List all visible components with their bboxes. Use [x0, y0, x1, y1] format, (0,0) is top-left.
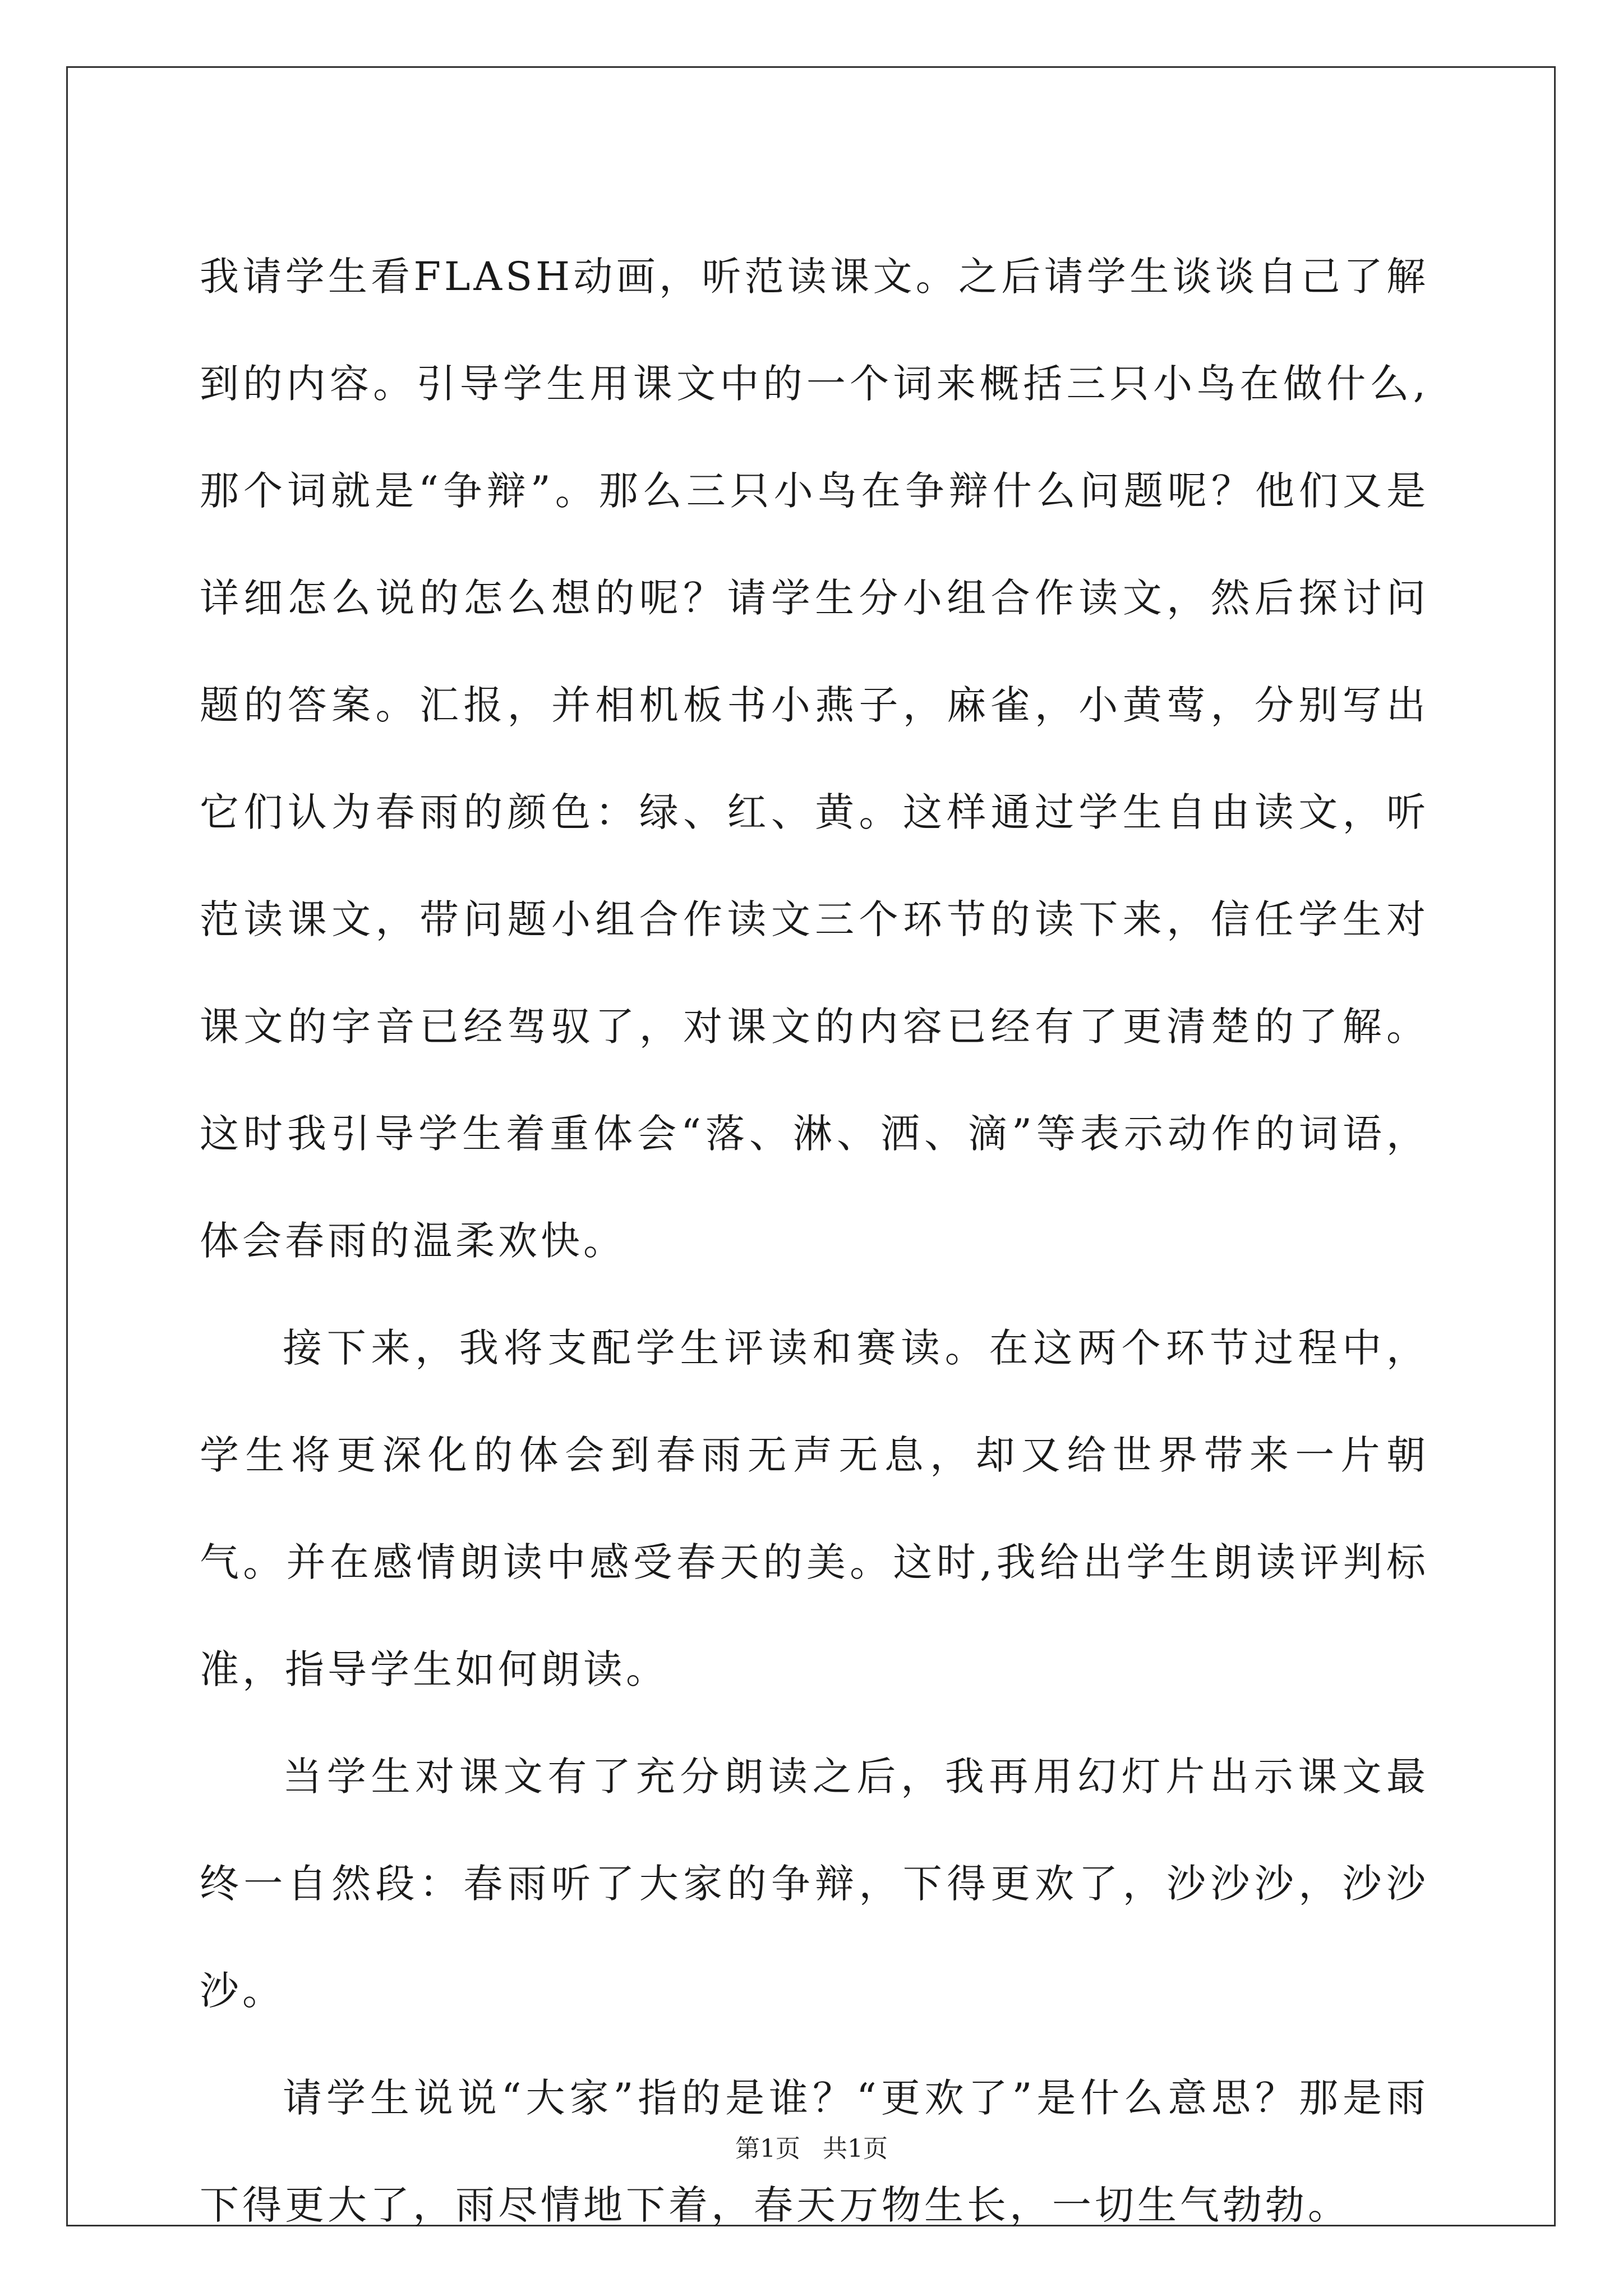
paragraph-4: 请学生说说“大家”指的是谁？“更欢了”是什么意思？那是雨下得更大了，雨尽情地下着，春天万物生长，一切生气勃勃。: [200, 2075, 1429, 2228]
page-footer: [0, 2133, 1623, 2165]
paragraph-2: 接下来，我将支配学生评读和赛读。在这两个环节过程中，学生将更深化的体会到春雨无声无息，却又给世界带来一片朝气。并在感情朗读中感受春天的美。这时,我给出学生朗读评判标准，指导学生如何朗读。: [200, 1325, 1429, 1692]
page-number: 第1页: [735, 2134, 800, 2163]
page-total: 共1页: [823, 2134, 888, 2163]
document-body: [200, 223, 1429, 2259]
paragraph-3: 当学生对课文有了充分朗读之后，我再用幻灯片出示课文最终一自然段：春雨听了大家的争辩，下得更欢了，沙沙沙，沙沙沙。: [200, 1754, 1429, 2014]
paragraph-1: 我请学生看FLASH动画，听范读课文。之后请学生谈谈自己了解到的内容。引导学生用课文中的一个词来概括三只小鸟在做什么,那个词就是“争辩”。那么三只小鸟在争辩什么问题呢？他们又是详细怎么说的怎么想的呢？请学生分小组合作读文，然后探讨问题的答案。汇报，并相机板书小燕子，麻雀，小黄莺，分别写出它们认为春雨的颜色：绿、红、黄。这样通过学生自由读文，听范读课文，带问题小组合作读文三个环节的读下来，信任学生对课文的字音已经驾驭了，对课文的内容已经有了更清楚的了解。这时我引导学生着重体会“落、淋、洒、滴”等表示动作的词语，体会春雨的温柔欢快。: [200, 254, 1429, 1264]
